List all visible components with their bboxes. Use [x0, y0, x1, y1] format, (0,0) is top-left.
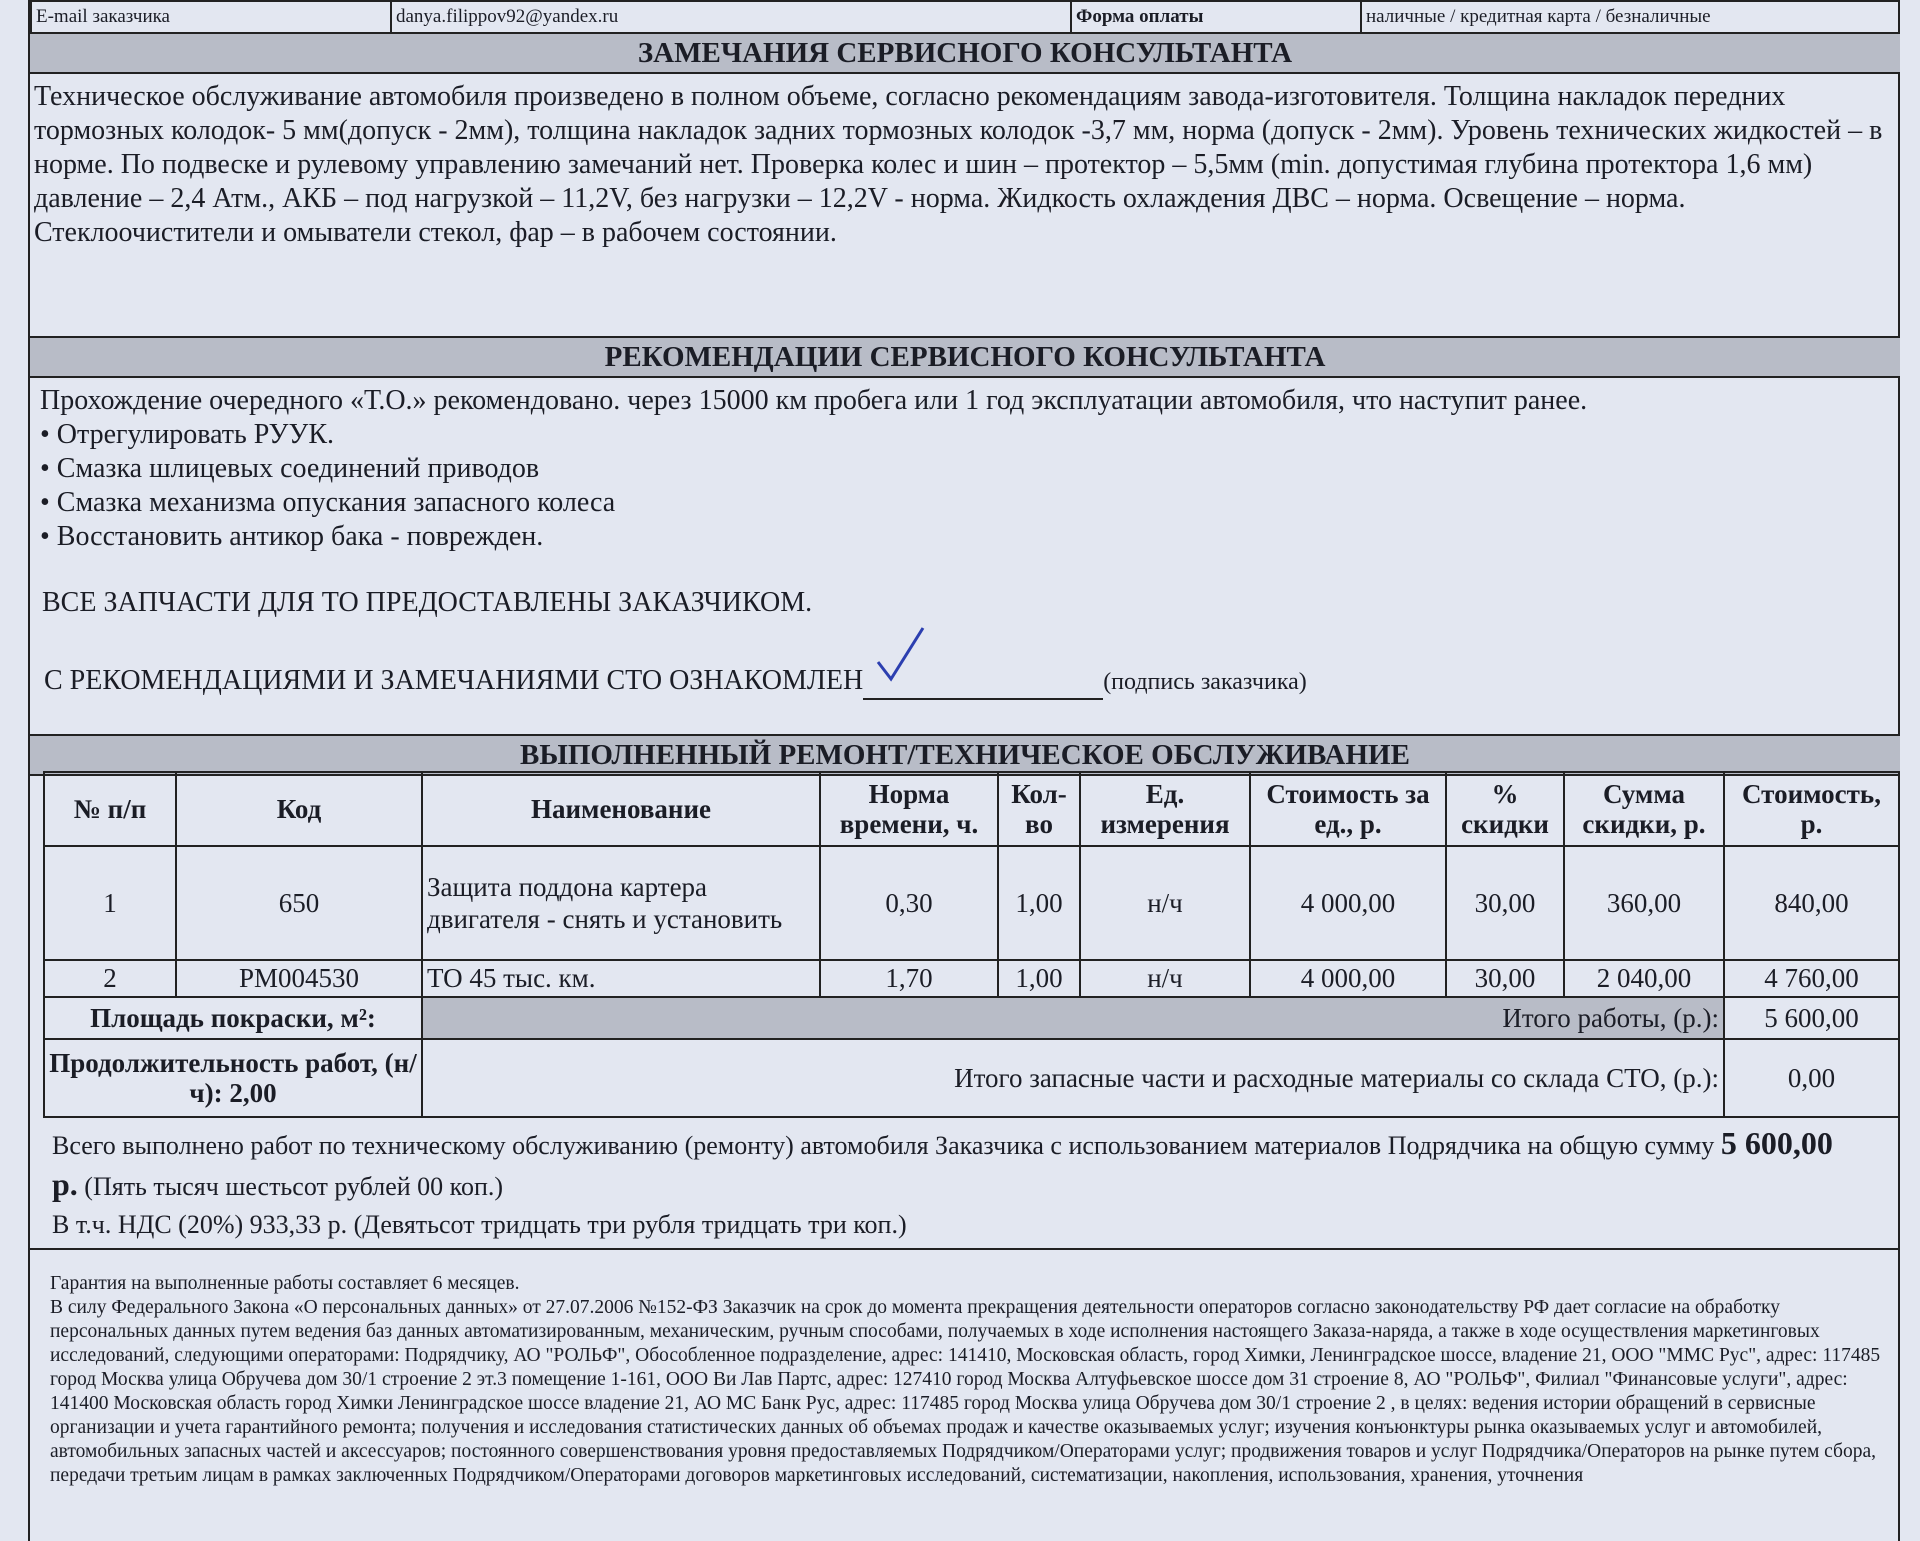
recommendation-item: • Смазка шлицевых соединений приводов [40, 453, 540, 484]
total-work-label: Итого работы, (р.): [422, 997, 1724, 1039]
col-header: Наименование [422, 772, 820, 846]
table-row [44, 960, 1899, 997]
cell-unit: н/ч [1080, 846, 1250, 960]
recommendation-item: • Восстановить антикор бака - поврежден. [40, 521, 544, 552]
cell-index: 2 [44, 960, 176, 997]
total-parts-label: Итого запасные части и расходные материалы со склада СТО, (р.): [422, 1039, 1724, 1117]
col-header: Норма времени, ч. [820, 772, 998, 846]
legal-text [50, 1272, 1900, 1488]
checkmark-icon [873, 624, 933, 684]
col-header: № п/п [44, 772, 176, 846]
col-header: Кол-во [998, 772, 1080, 846]
summary-amount-words: (Пять тысяч шестьсот рублей 00 коп.) [84, 1172, 504, 1201]
payment-label: Форма оплаты [1071, 1, 1361, 33]
col-header: % скидки [1446, 772, 1564, 846]
cell-qty: 1,00 [998, 846, 1080, 960]
col-header: Стоимость, р. [1724, 772, 1899, 846]
signature-line[interactable] [863, 664, 1103, 700]
total-work-value: 5 600,00 [1724, 997, 1899, 1039]
cell-discount-sum: 360,00 [1564, 846, 1724, 960]
summary-amount: 5 600,00 р. [52, 1125, 1833, 1202]
cell-unit-price: 4 000,00 [1250, 846, 1446, 960]
email-label: E-mail заказчика [31, 1, 391, 33]
cell-unit-price: 4 000,00 [1250, 960, 1446, 997]
table-row [44, 846, 1899, 960]
remarks-title: ЗАМЕЧАНИЯ СЕРВИСНОГО КОНСУЛЬТАНТА [30, 32, 1900, 74]
cell-unit: н/ч [1080, 960, 1250, 997]
recommendations-title: РЕКОМЕНДАЦИИ СЕРВИСНОГО КОНСУЛЬТАНТА [30, 336, 1900, 378]
col-header: Код [176, 772, 422, 846]
cell-index: 1 [44, 846, 176, 960]
cell-code: 650 [176, 846, 422, 960]
work-table [43, 771, 1900, 1118]
paint-area-label: Площадь покраски, м²: [44, 997, 422, 1039]
signature-hint: (подпись заказчика) [1103, 669, 1307, 695]
cell-code: PM004530 [176, 960, 422, 997]
personal-data-consent: В силу Федерального Закона «О персональных данных» от 27.07.2006 №152-ФЗ Заказчик на срок до момента прекращения деятельности операторов согласно законодательству РФ дает согласие на обработку персональных данных путем ведения баз данных автоматизированным, механическим, ручным способами, получаемых в ходе исполнения настоящего Заказа-наряда, а также в ходе осуществления маркетинговых исследований, следующими операторами: Подрядчику, АО "РОЛЬФ", Обособленное подразделение, адрес: 141410, Московская область, город Химки, Ленинградское шоссе, владение 21, ООО "ММС Рус", адрес: 117485 город Москва улица Обручева дом 30/1 строение 2 эт.3 помещение 1-161, ООО Ви Лав Партс, адрес: 127410 город Москва Алтуфьевское шоссе дом 31 строение 8, АО "РОЛЬФ", Филиал "Финансовые услуги", адрес: 141400 Московская область город Химки Ленинградское шоссе владение 21, АО МС Банк Рус, адрес: 117485 город Москва улица Обручева дом 30/1 строение 2 , в целях: ведения истории обращений в сервисные организации и учета гарантийного ремонта; получения и исследования статистических данных об объемах продаж и качестве оказываемых услуг; изучения конъюнктуры рынка оказываемых услуг и автомобилей, автомобильных запасных частей и аксессуаров; постоянного совершенствования уровня предоставляемых Подрядчиком/Операторами услуг; продвижения товаров и услуг Подрядчика/Операторов на рынке путем сбора, передачи третьим лицам в рамках заключенных Подрядчиком/Операторами договоров маркетинговых исследований, систематизации, накопления, использования, хранения, уточнения [50, 1297, 1881, 1486]
recommendation-item: • Отрегулировать РУУК. [40, 419, 334, 450]
cell-cost: 4 760,00 [1724, 960, 1899, 997]
cell-cost: 840,00 [1724, 846, 1899, 960]
cell-discount-pct: 30,00 [1446, 846, 1564, 960]
cell-qty: 1,00 [998, 960, 1080, 997]
acknowledgement [44, 664, 1307, 700]
parts-note: ВСЕ ЗАПЧАСТИ ДЛЯ ТО ПРЕДОСТАВЛЕНЫ ЗАКАЗЧИКОМ. [42, 587, 813, 618]
recommendations-list [40, 384, 1900, 554]
total-parts-row [44, 1039, 1899, 1117]
total-parts-value: 0,00 [1724, 1039, 1899, 1117]
recommendation-item: • Смазка механизма опускания запасного колеса [40, 487, 616, 518]
col-header: Стоимость за ед., р. [1250, 772, 1446, 846]
total-work-row [44, 997, 1899, 1039]
summary [52, 1124, 1852, 1244]
table-header-row [44, 772, 1899, 846]
remarks-text: Техническое обслуживание автомобиля произведено в полном объеме, согласно рекомендациям завода-изготовителя. Толщина накладок передних тормозных колодок- 5 мм(допуск - 2мм), толщина накладок задних тормозных колодок -3,7 мм, норма (допуск - 2мм). Уровень технических жидкостей – в норме. По подвеске и рулевому управлению замечаний нет. Проверка колес и шин – протектор – 5,5мм (min. допустимая глубина протектора 1,6 мм) давление – 2,4 Атм., АКБ – под нагрузкой – 11,2V, без нагрузки – 12,2V - норма. Жидкость охлаждения ДВС – норма. Освещение – норма. Стеклоочистители и омыватели стекол, фар – в рабочем состоянии. [34, 81, 1883, 248]
customer-info-row [30, 0, 1900, 34]
cell-hours: 1,70 [820, 960, 998, 997]
ack-text: С РЕКОМЕНДАЦИЯМИ И ЗАМЕЧАНИЯМИ СТО ОЗНАКОМЛЕН [44, 665, 864, 696]
duration-label: Продолжительность работ, (н/ч): 2,00 [44, 1039, 422, 1117]
divider [30, 1248, 1900, 1250]
warranty-note: Гарантия на выполненные работы составляет 6 месяцев. [50, 1273, 520, 1294]
col-header: Ед. измерения [1080, 772, 1250, 846]
recommendations-intro: Прохождение очередного «Т.О.» рекомендовано. через 15000 км пробега или 1 год эксплуатации автомобиля, что наступит ранее. [40, 385, 1588, 416]
work-title: ВЫПОЛНЕННЫЙ РЕМОНТ/ТЕХНИЧЕСКОЕ ОБСЛУЖИВАНИЕ [30, 734, 1900, 776]
payment-value: наличные / кредитная карта / безналичные [1361, 1, 1899, 33]
cell-name: Защита поддона картера двигателя - снять и установить [422, 846, 820, 960]
cell-hours: 0,30 [820, 846, 998, 960]
cell-discount-pct: 30,00 [1446, 960, 1564, 997]
summary-text: Всего выполнено работ по техническому обслуживанию (ремонту) автомобиля Заказчика с использованием материалов Подрядчика на общую сумму [52, 1131, 1715, 1160]
col-header: Сумма скидки, р. [1564, 772, 1724, 846]
cell-name: ТО 45 тыс. км. [422, 960, 820, 997]
cell-discount-sum: 2 040,00 [1564, 960, 1724, 997]
email-value: danya.filippov92@yandex.ru [391, 1, 1071, 33]
summary-vat: В т.ч. НДС (20%) 933,33 р. (Девятьсот тридцать три рубля тридцать три коп.) [52, 1210, 907, 1239]
